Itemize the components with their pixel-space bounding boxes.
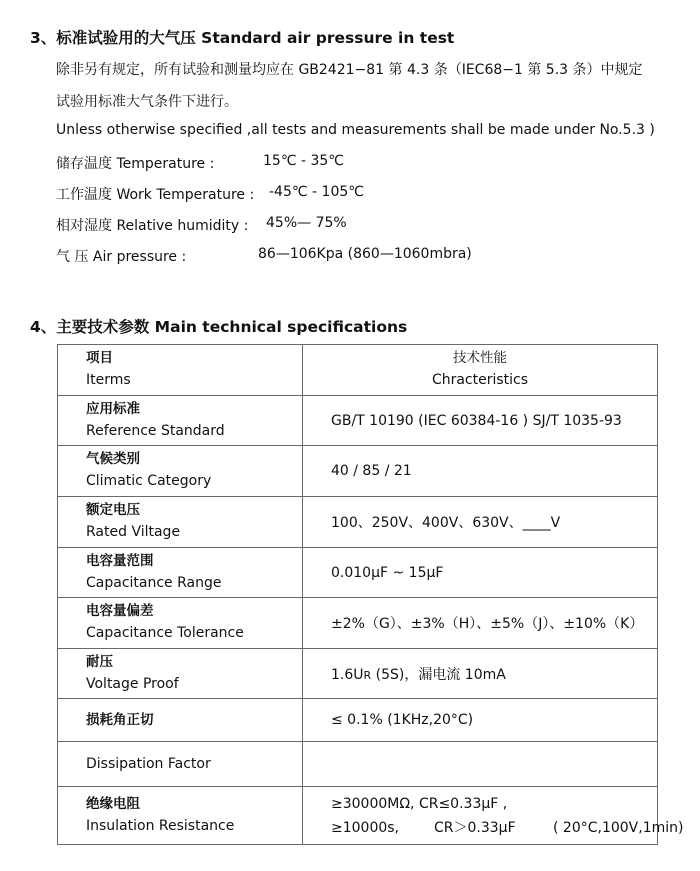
- value-cell: 40 / 85 / 21: [303, 446, 658, 497]
- value-subscript: R: [363, 668, 372, 682]
- condition-value: 15℃ - 35℃: [263, 153, 345, 169]
- table-row: [58, 548, 658, 598]
- value-cell: GB/T 10190 (IEC 60384-16 ) SJ/T 1035-93: [303, 396, 658, 446]
- insulation-value-c: ( 20°C,100V,1min): [553, 819, 684, 836]
- table-row: [58, 396, 658, 446]
- item-zh: 绝缘电阻: [86, 795, 140, 812]
- table-row: [58, 649, 658, 699]
- item-en: Insulation Resistance: [86, 817, 235, 834]
- table-header-row: [58, 345, 658, 396]
- item-en: Capacitance Tolerance: [86, 625, 244, 641]
- section3-line1: 除非另有规定，所有试验和测量均应在 GB2421−81 第 4.3 条（IEC68−1 第 5.3 条）中规定: [56, 62, 643, 78]
- item-zh: 气候类别: [86, 451, 140, 467]
- item-cell: [58, 497, 303, 548]
- section3-title: 3、标准试验用的大气压 Standard air pressure in test: [30, 29, 455, 47]
- item-en: Rated Viltage: [86, 524, 181, 540]
- value-cell: ±2%（G）、±3%（H）、±5%（J）、±10%（K）: [303, 598, 658, 649]
- item-cell: [58, 699, 303, 742]
- header-characteristics-cell: [303, 345, 658, 396]
- value-cell: [303, 649, 658, 699]
- section4-title: 4、主要技术参数 Main technical specifications: [30, 318, 408, 336]
- condition-value: 45%— 75%: [266, 215, 347, 231]
- item-zh: 额定电压: [86, 502, 140, 518]
- value-cell: [303, 787, 684, 845]
- item-en: Capacitance Range: [86, 574, 222, 591]
- item-cell: [58, 649, 303, 699]
- item-zh: 应用标准: [86, 400, 140, 417]
- item-en: Climatic Category: [86, 473, 212, 489]
- value-cell: 100、250V、400V、630V、____V: [303, 497, 658, 548]
- item-cell: [58, 548, 303, 598]
- item-en: Dissipation Factor: [86, 755, 211, 772]
- insulation-line2: [331, 816, 684, 840]
- condition-label: 气 压 Air pressure :: [56, 249, 187, 265]
- item-cell: [58, 396, 303, 446]
- table-row: [58, 598, 658, 649]
- section3-line2: 试验用标准大气条件下进行。: [56, 94, 238, 110]
- table-row: [58, 787, 658, 845]
- insulation-value-a: ≥10000s,: [331, 819, 400, 836]
- header-char-en: Chracteristics: [431, 372, 529, 388]
- item-en: Reference Standard: [86, 422, 225, 439]
- table-row: [58, 497, 658, 548]
- table-row: [58, 742, 658, 787]
- header-items-en: Iterms: [86, 372, 131, 388]
- insulation-line1: ≥30000MΩ, CR≤0.33μF ,: [331, 795, 508, 812]
- section3-line3: Unless otherwise specified ,all tests and measurements shall be made under No.5.3 ): [56, 122, 655, 138]
- item-cell: [58, 446, 303, 497]
- condition-label: 储存温度 Temperature :: [56, 156, 215, 172]
- value-pre: 1.6U: [331, 666, 364, 683]
- value-cell: ≤ 0.1% (1KHz,20°C): [303, 699, 658, 742]
- header-items-zh: 项目: [86, 350, 113, 366]
- condition-label: 相对湿度 Relative humidity :: [56, 218, 249, 234]
- item-en: Voltage Proof: [86, 675, 179, 692]
- table-row: [58, 699, 658, 742]
- item-cell: [58, 598, 303, 649]
- item-zh: 电容量偏差: [86, 603, 154, 619]
- header-char-zh: 技术性能: [453, 350, 507, 366]
- insulation-value-b: CR＞0.33μF: [434, 819, 516, 836]
- table-row: [58, 446, 658, 497]
- condition-value: 86—106Kpa (860—1060mbra): [258, 246, 472, 262]
- specifications-table: [57, 344, 684, 845]
- header-items-cell: [58, 345, 303, 396]
- value-cell: 0.010μF ~ 15μF: [303, 548, 658, 598]
- condition-value: -45℃ - 105℃: [269, 184, 364, 200]
- item-cell: [58, 742, 303, 787]
- item-zh: 电容量范围: [86, 552, 154, 569]
- item-zh: 损耗角正切: [86, 711, 154, 728]
- condition-label: 工作温度 Work Temperature :: [56, 187, 255, 203]
- value-post: (5S)，漏电流 10mA: [371, 666, 506, 683]
- item-cell: [58, 787, 303, 845]
- value-cell: [303, 742, 658, 787]
- item-zh: 耐压: [86, 653, 113, 670]
